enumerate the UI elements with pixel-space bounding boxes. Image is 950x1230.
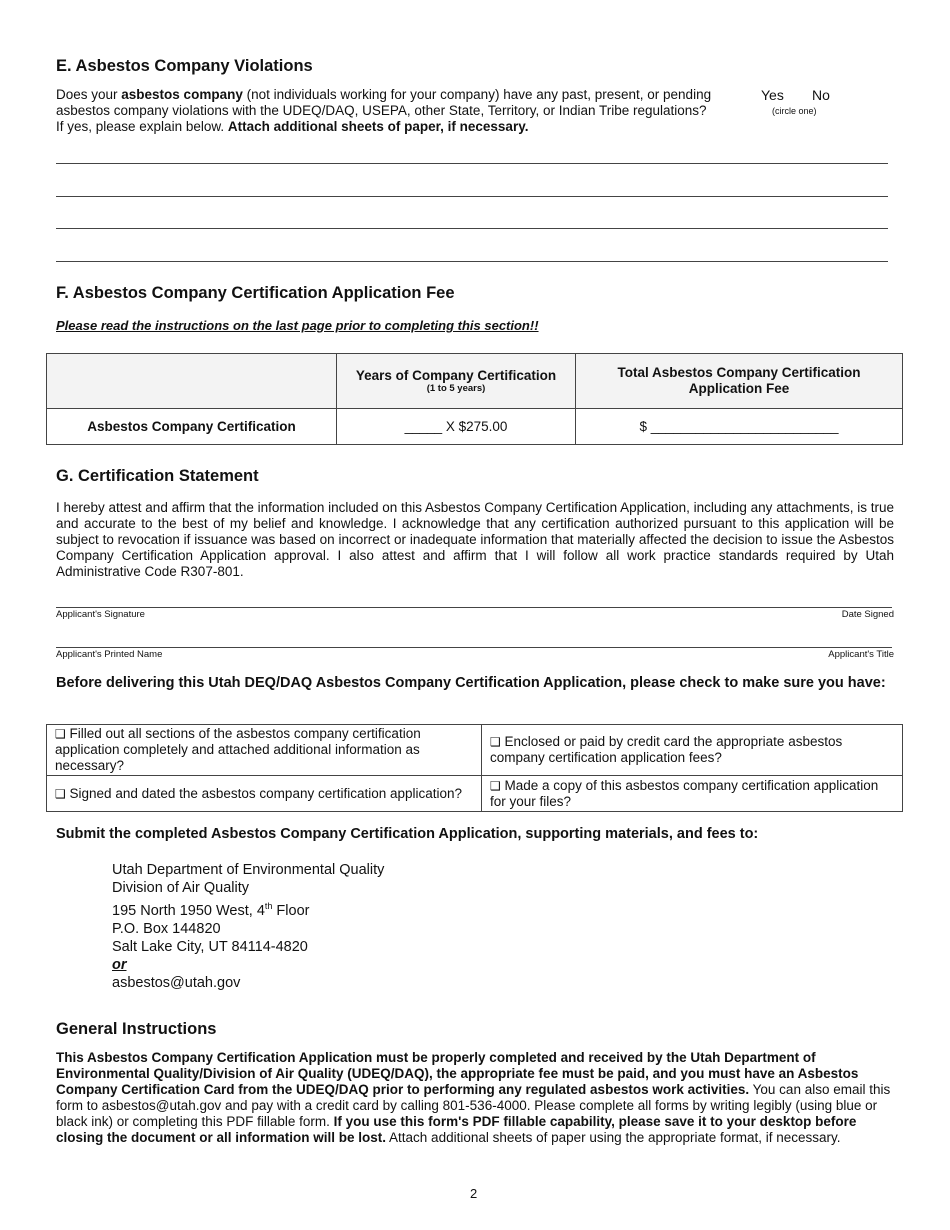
fee-table <box>46 353 903 445</box>
signature-line[interactable] <box>56 607 892 608</box>
fee-table-blank-header <box>47 354 337 409</box>
violations-question: Does your asbestos company (not individuals working for your company) have any past, present, or pending asbestos company violations with the UDEQ/DAQ, USEPA, other State, Territory, or Indian Tribe regulations? If yes, please explain below. Attach additional sheets of paper, if necessary. <box>56 87 712 134</box>
section-e-heading: E. Asbestos Company Violations <box>56 57 313 75</box>
general-instructions-heading: General Instructions <box>56 1020 217 1038</box>
yes-option[interactable]: Yes <box>761 87 784 103</box>
general-instructions-text: This Asbestos Company Certification Application must be properly completed and received by the Utah Department of Environmental Quality/Division of Air Quality (UDEQ/DAQ), the appropriate fee must be paid, and you must have an Asbestos Company Certification Card from the UDEQ/DAQ prior to performing any regulated asbestos work activities. You can also email this form to asbestos@utah.gov and pay with a credit card by calling 801-536-4000. Please complete all forms by writing legibly (using blue or black ink) or completing this PDF fillable form. If you use this form's PDF fillable capability, please save it to your desktop before closing the document or all information will be lost. Attach additional sheets of paper using the appropriate format, if necessary. <box>56 1050 891 1145</box>
company-certification-label: Asbestos Company Certification <box>47 409 337 445</box>
explanation-line-2[interactable] <box>56 196 888 197</box>
checklist-item-1[interactable]: ❑ Filled out all sections of the asbestos company certification application completely and attached additional information as necessary? <box>47 725 482 776</box>
explanation-line-4[interactable] <box>56 261 888 262</box>
fee-instruction: Please read the instructions on the last page prior to completing this section!! <box>56 318 539 333</box>
checklist-item-4[interactable]: ❑ Made a copy of this asbestos company certification application for your files? <box>482 776 903 812</box>
certification-statement: I hereby attest and affirm that the information included on this Asbestos Company Certification Application, including any attachments, is true and accurate to the best of my belief and knowledge. I acknowledge that any certification authorized pursuant to this application will be subject to revocation if issuance was based on incorrect or inadequate information that materially affected the decision to issue the Asbestos Company Certification Application approval. I also attest and affirm that I will follow all work practice standards required by Utah Administrative Code R307-801. <box>56 500 894 579</box>
signature-label: Applicant's Signature <box>56 609 145 620</box>
printed-name-label: Applicant's Printed Name <box>56 649 163 660</box>
total-fee-header: Total Asbestos Company Certification Application Fee <box>576 354 903 409</box>
address-line-1: Utah Department of Environmental Quality <box>112 862 385 878</box>
submit-heading: Submit the completed Asbestos Company Certification Application, supporting materials, and fees to: <box>56 826 759 842</box>
page-number: 2 <box>470 1186 478 1201</box>
total-fee-input[interactable]: $ _________________________ <box>576 409 903 445</box>
or-separator: or <box>112 956 127 973</box>
checkbox-icon[interactable]: ❑ <box>490 778 501 793</box>
no-option[interactable]: No <box>812 87 830 103</box>
checklist-item-3[interactable]: ❑ Signed and dated the asbestos company certification application? <box>47 776 482 812</box>
explanation-line-3[interactable] <box>56 228 888 229</box>
address-line-3: 195 North 1950 West, 4th Floor <box>112 901 310 919</box>
submit-email: asbestos@utah.gov <box>112 974 241 991</box>
years-input[interactable]: _____ X $275.00 <box>337 409 576 445</box>
address-line-2: Division of Air Quality <box>112 880 249 896</box>
section-g-heading: G. Certification Statement <box>56 467 259 485</box>
address-line-5: Salt Lake City, UT 84114-4820 <box>112 938 308 955</box>
checklist-item-2[interactable]: ❑ Enclosed or paid by credit card the appropriate asbestos company certification application fees? <box>482 725 903 776</box>
checkbox-icon[interactable]: ❑ <box>55 786 66 801</box>
mailing-address <box>112 861 384 992</box>
checkbox-icon[interactable]: ❑ <box>490 735 501 749</box>
years-header: Years of Company Certification (1 to 5 years) <box>337 354 576 409</box>
checklist-table <box>46 724 903 812</box>
applicant-title-label: Applicant's Title <box>828 649 894 660</box>
explanation-line-1[interactable] <box>56 163 888 164</box>
address-line-4: P.O. Box 144820 <box>112 920 221 937</box>
date-signed-label: Date Signed <box>841 609 894 620</box>
printed-name-line[interactable] <box>56 647 892 648</box>
checklist-heading: Before delivering this Utah DEQ/DAQ Asbestos Company Certification Application, please check to make sure you have: <box>56 675 886 691</box>
section-f-heading: F. Asbestos Company Certification Application Fee <box>56 284 455 302</box>
checkbox-icon[interactable]: ❑ <box>55 727 66 741</box>
circle-one-note: (circle one) <box>772 106 817 116</box>
